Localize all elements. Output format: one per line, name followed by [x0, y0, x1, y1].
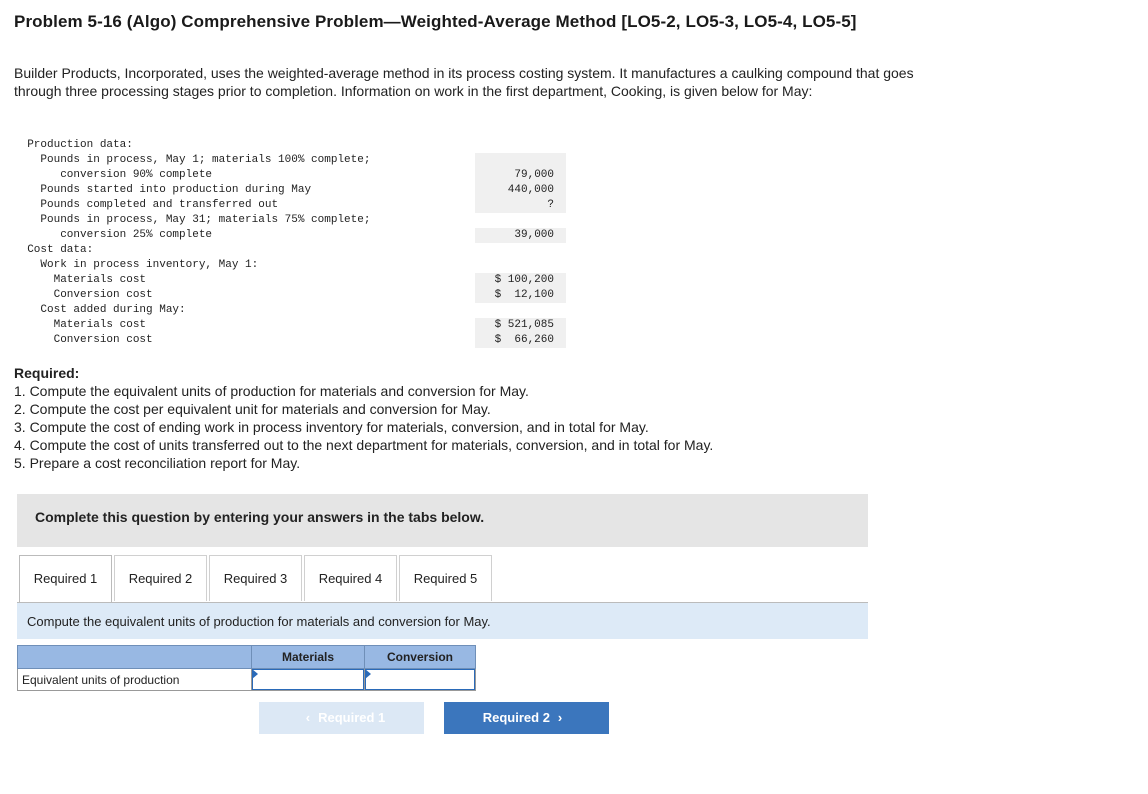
table-header-row	[18, 646, 476, 669]
table-header-blank	[18, 646, 252, 669]
required-item: 3. Compute the cost of ending work in process inventory for materials, conversion, and in total for May.	[14, 419, 649, 435]
data-label: conversion 90% complete	[14, 169, 213, 181]
data-label: Cost data:	[14, 244, 94, 256]
data-block	[14, 138, 566, 348]
problem-intro: Builder Products, Incorporated, uses the weighted-average method in its process costing system. It manufactures a caulking compound that goes through three processing stages prior to completion. Information on work in the first department, Cooking, is given below for May:	[14, 65, 914, 99]
required-heading: Required:	[14, 365, 80, 381]
page-title: Problem 5-16 (Algo) Comprehensive Problem—Weighted-Average Method [LO5-2, LO5-3, LO5-4, LO5-5]	[14, 12, 857, 31]
conversion-equivalent-units-input[interactable]	[365, 669, 475, 690]
data-value: 79,000	[514, 169, 554, 181]
tab-required-1[interactable]: Required 1	[19, 555, 112, 603]
data-row	[14, 153, 566, 168]
table-header-materials: Materials	[252, 646, 365, 669]
materials-input-cell	[252, 669, 365, 691]
data-label: Materials cost	[14, 274, 147, 286]
required-item: 2. Compute the cost per equivalent unit for materials and conversion for May.	[14, 401, 491, 417]
answer-table	[17, 645, 476, 691]
data-row	[14, 213, 566, 228]
data-row	[14, 243, 566, 258]
required-item: 1. Compute the equivalent units of production for materials and conversion for May.	[14, 383, 529, 399]
data-value: $ 12,100	[494, 289, 554, 301]
data-value: $ 100,200	[494, 274, 554, 286]
data-value: 39,000	[514, 229, 554, 241]
data-row	[14, 288, 566, 303]
prev-required-button[interactable]	[259, 702, 424, 734]
data-row	[14, 273, 566, 288]
required-item: 4. Compute the cost of units transferred out to the next department for materials, conversion, and in total for May.	[14, 437, 714, 453]
data-value: 440,000	[507, 184, 554, 196]
data-label: Pounds in process, May 31; materials 75% complete;	[14, 214, 371, 226]
tab-required-3[interactable]: Required 3	[209, 555, 302, 601]
data-row	[14, 303, 566, 318]
required-list	[14, 382, 914, 472]
data-row	[14, 138, 566, 153]
materials-equivalent-units-input[interactable]	[252, 669, 364, 690]
row-label-equivalent-units: Equivalent units of production	[18, 669, 252, 691]
data-label: conversion 25% complete	[14, 229, 213, 241]
data-label: Pounds completed and transferred out	[14, 199, 279, 211]
data-value: $ 521,085	[494, 319, 554, 331]
conversion-input-cell	[365, 669, 476, 691]
instruction-text: Complete this question by entering your answers in the tabs below.	[35, 509, 485, 525]
prev-button-label: Required 1	[318, 710, 386, 725]
data-label: Materials cost	[14, 319, 147, 331]
instruction-banner	[17, 494, 868, 547]
data-row	[14, 228, 566, 243]
tab-required-2[interactable]: Required 2	[114, 555, 207, 601]
data-label: Pounds started into production during May	[14, 184, 312, 196]
tab-required-4[interactable]: Required 4	[304, 555, 397, 601]
data-label: Work in process inventory, May 1:	[14, 259, 259, 271]
data-label: Cost added during May:	[14, 304, 186, 316]
data-label: Production data:	[14, 139, 133, 151]
data-row	[14, 333, 566, 348]
table-row	[18, 669, 476, 691]
data-label: Conversion cost	[14, 334, 153, 346]
data-value: ?	[547, 199, 554, 211]
required-item: 5. Prepare a cost reconciliation report for May.	[14, 455, 301, 471]
question-prompt: Compute the equivalent units of production for materials and conversion for May.	[27, 614, 491, 629]
data-row	[14, 258, 566, 273]
chevron-left-icon: ‹	[305, 710, 311, 725]
data-row	[14, 318, 566, 333]
data-row	[14, 198, 566, 213]
tab-required-5[interactable]: Required 5	[399, 555, 492, 601]
data-row	[14, 168, 566, 183]
table-header-conversion: Conversion	[365, 646, 476, 669]
next-button-label: Required 2	[482, 710, 550, 725]
data-value: $ 66,260	[494, 334, 554, 346]
data-row	[14, 183, 566, 198]
data-label: Pounds in process, May 1; materials 100% complete;	[14, 154, 371, 166]
next-required-button[interactable]	[444, 702, 609, 734]
question-prompt-banner	[17, 603, 868, 639]
chevron-right-icon: ›	[557, 710, 563, 725]
data-label: Conversion cost	[14, 289, 153, 301]
